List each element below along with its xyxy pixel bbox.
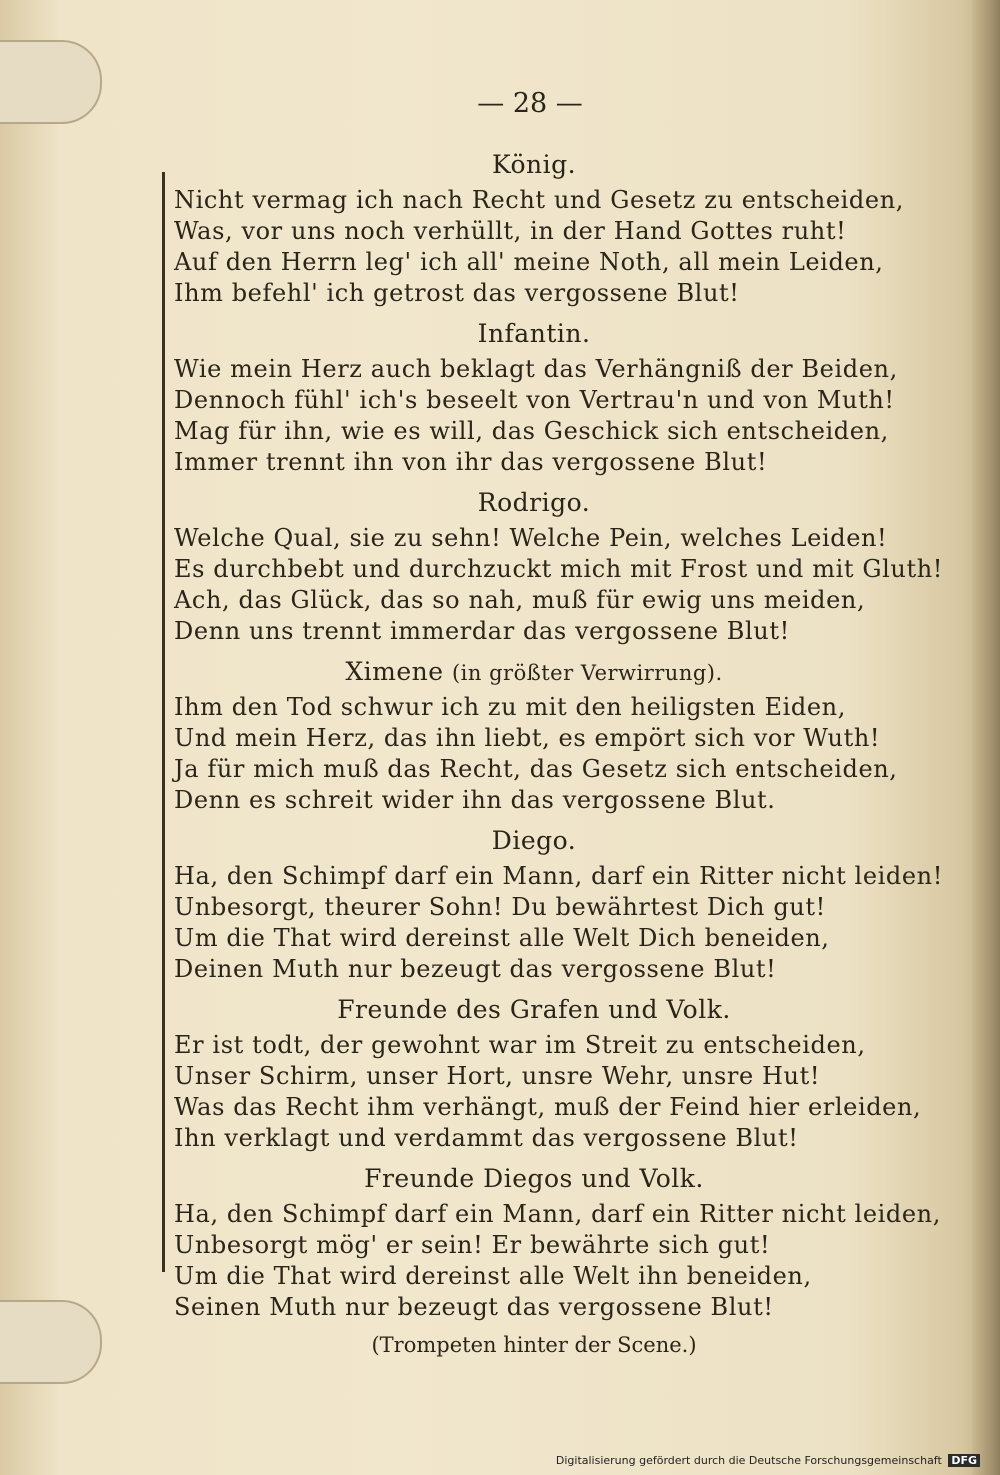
speaker-heading bbox=[174, 826, 894, 855]
speaker-heading bbox=[174, 995, 894, 1024]
verse-line: Es durchbebt und durchzuckt mich mit Frost und mit Gluth! bbox=[174, 555, 944, 583]
verse-line: Ach, das Glück, das so nah, muß für ewig uns meiden, bbox=[174, 586, 866, 614]
verse-line: Unbesorgt, theurer Sohn! Du bewährtest Dich gut! bbox=[174, 893, 826, 921]
verse-line: Und mein Herz, das ihn liebt, es empört sich vor Wuth! bbox=[174, 724, 881, 752]
verse-line: Welche Qual, sie zu sehn! Welche Pein, welches Leiden! bbox=[174, 524, 888, 552]
verse-line: Dennoch fühl' ich's beseelt von Vertrau'n und von Muth! bbox=[174, 386, 895, 414]
verse-line: Was, vor uns noch verhüllt, in der Hand Gottes ruht! bbox=[174, 217, 847, 245]
verse-line: Ihm befehl' ich getrost das vergossene Blut! bbox=[174, 279, 740, 307]
speaker-name: Freunde des Grafen und Volk. bbox=[337, 995, 731, 1024]
speaker-heading bbox=[174, 488, 894, 517]
page-number: — 28 — bbox=[477, 88, 583, 119]
verse-line: Ihm den Tod schwur ich zu mit den heiligsten Eiden, bbox=[174, 693, 846, 721]
book-edge bbox=[972, 0, 1000, 1475]
speaker-name: Ximene bbox=[345, 657, 444, 686]
book-page bbox=[130, 60, 944, 1400]
verse-line: Was das Recht ihm verhängt, muß der Feind hier erleiden, bbox=[174, 1093, 922, 1121]
speaker-heading bbox=[174, 1164, 894, 1193]
verse-line: Ja für mich muß das Recht, das Gesetz sich entscheiden, bbox=[174, 755, 898, 783]
stage-note: (in größter Verwirrung). bbox=[451, 661, 723, 685]
ensemble-bracket bbox=[162, 172, 165, 1272]
binding-tab-top bbox=[0, 40, 102, 124]
verse-line: Denn uns trennt immerdar das vergossene Blut! bbox=[174, 617, 790, 645]
speaker-heading bbox=[174, 657, 894, 686]
footer-credit bbox=[556, 1454, 980, 1467]
speaker-heading bbox=[174, 150, 894, 179]
binding-tab-bottom bbox=[0, 1300, 102, 1384]
stage-direction: (Trompeten hinter der Scene.) bbox=[371, 1333, 697, 1357]
verse-line: Unser Schirm, unser Hort, unsre Wehr, unsre Hut! bbox=[174, 1062, 821, 1090]
speaker-name: Rodrigo. bbox=[477, 488, 591, 517]
verse-line: Um die That wird dereinst alle Welt ihn beneiden, bbox=[174, 1262, 812, 1290]
verse-line: Er ist todt, der gewohnt war im Streit zu entscheiden, bbox=[174, 1031, 866, 1059]
speaker-heading bbox=[174, 319, 894, 348]
verse-line: Auf den Herrn leg' ich all' meine Noth, all mein Leiden, bbox=[174, 248, 884, 276]
verse-line: Deinen Muth nur bezeugt das vergossene Blut! bbox=[174, 955, 777, 983]
verse-line: Seinen Muth nur bezeugt das vergossene Blut! bbox=[174, 1293, 774, 1321]
verse-line: Unbesorgt mög' er sein! Er bewährte sich gut! bbox=[174, 1231, 771, 1259]
verse-line: Ha, den Schimpf darf ein Mann, darf ein Ritter nicht leiden! bbox=[174, 862, 943, 890]
verse-line: Denn es schreit wider ihn das vergossene Blut. bbox=[174, 786, 776, 814]
dfg-logo: DFG bbox=[948, 1454, 980, 1467]
footer-text: Digitalisierung gefördert durch die Deutsche Forschungsgemeinschaft bbox=[555, 1454, 942, 1467]
speaker-name: Diego. bbox=[491, 826, 577, 855]
verse-line: Mag für ihn, wie es will, das Geschick sich entscheiden, bbox=[174, 417, 889, 445]
speaker-name: König. bbox=[491, 150, 577, 179]
speaker-name: Infantin. bbox=[477, 319, 591, 348]
verse-line: Ihn verklagt und verdammt das vergossene Blut! bbox=[174, 1124, 799, 1152]
verse-line: Immer trennt ihn von ihr das vergossene Blut! bbox=[174, 448, 768, 476]
page-content bbox=[174, 140, 944, 1357]
verse-line: Wie mein Herz auch beklagt das Verhängniß der Beiden, bbox=[174, 355, 898, 383]
verse-line: Um die That wird dereinst alle Welt Dich beneiden, bbox=[174, 924, 830, 952]
speaker-name: Freunde Diegos und Volk. bbox=[364, 1164, 704, 1193]
verse-line: Ha, den Schimpf darf ein Mann, darf ein Ritter nicht leiden, bbox=[174, 1200, 941, 1228]
verse-line: Nicht vermag ich nach Recht und Gesetz zu entscheiden, bbox=[174, 186, 904, 214]
